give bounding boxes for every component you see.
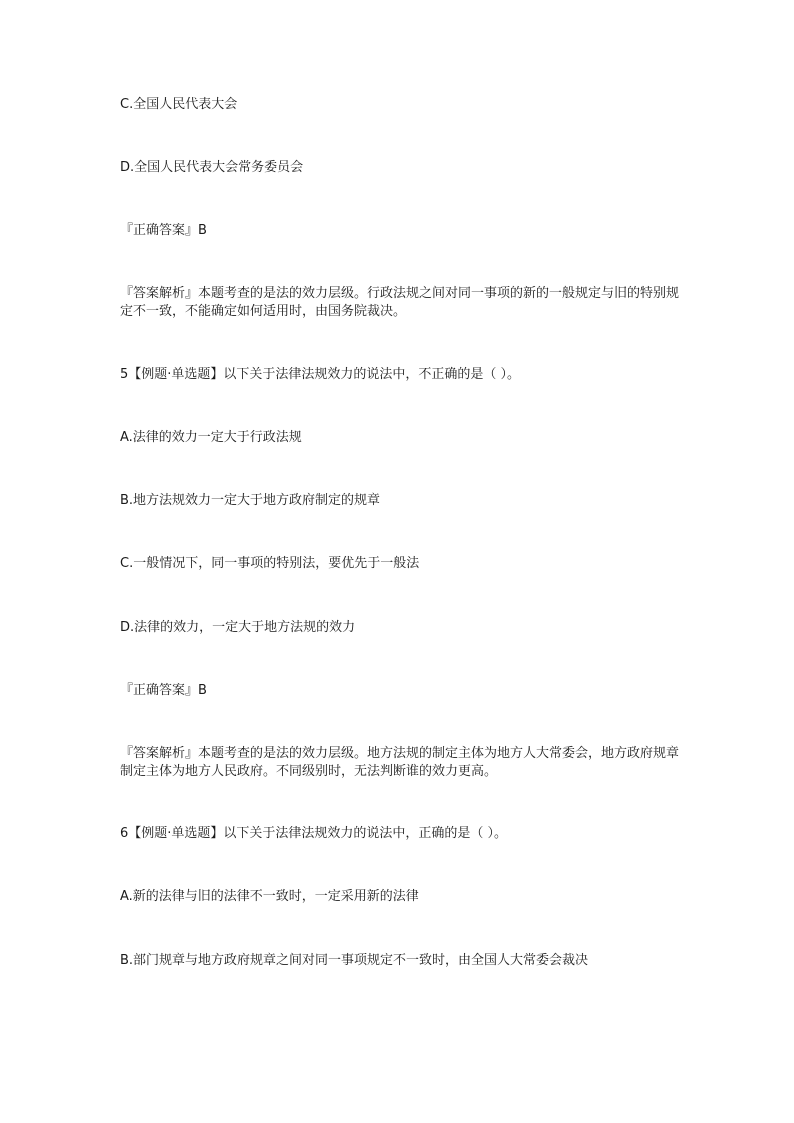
question-6: 6【例题·单选题】以下关于法律法规效力的说法中，正确的是（ ）。 [120, 826, 508, 841]
option-b-q5: B.地方法规效力一定大于地方政府制定的规章 [120, 493, 381, 508]
option-b-q6: B.部门规章与地方政府规章之间对同一事项规定不一致时，由全国人大常委会裁决 [120, 953, 589, 968]
option-d-q4: D.全国人民代表大会常务委员会 [120, 160, 304, 175]
answer-q4: 『正确答案』B [120, 223, 207, 238]
option-a-q5: A.法律的效力一定大于行政法规 [120, 430, 302, 445]
option-a-q6: A.新的法律与旧的法律不一致时，一定采用新的法律 [120, 889, 419, 904]
explanation-q5: 『答案解析』本题考查的是法的效力层级。地方法规的制定主体为地方人大常委会，地方政府规章制定主体为地方人民政府。不同级别时，无法判断谁的效力更高。 [120, 746, 680, 779]
explanation-q4: 『答案解析』本题考查的是法的效力层级。行政法规之间对同一事项的新的一般规定与旧的特别规定不一致，不能确定如何适用时，由国务院裁决。 [120, 286, 680, 319]
option-c-q4: C.全国人民代表大会 [120, 97, 238, 112]
option-c-q5: C.一般情况下，同一事项的特别法，要优先于一般法 [120, 556, 420, 571]
option-d-q5: D.法律的效力，一定大于地方法规的效力 [120, 620, 356, 635]
answer-q5: 『正确答案』B [120, 683, 207, 698]
question-5: 5【例题·单选题】以下关于法律法规效力的说法中，不正确的是（ ）。 [120, 367, 521, 382]
